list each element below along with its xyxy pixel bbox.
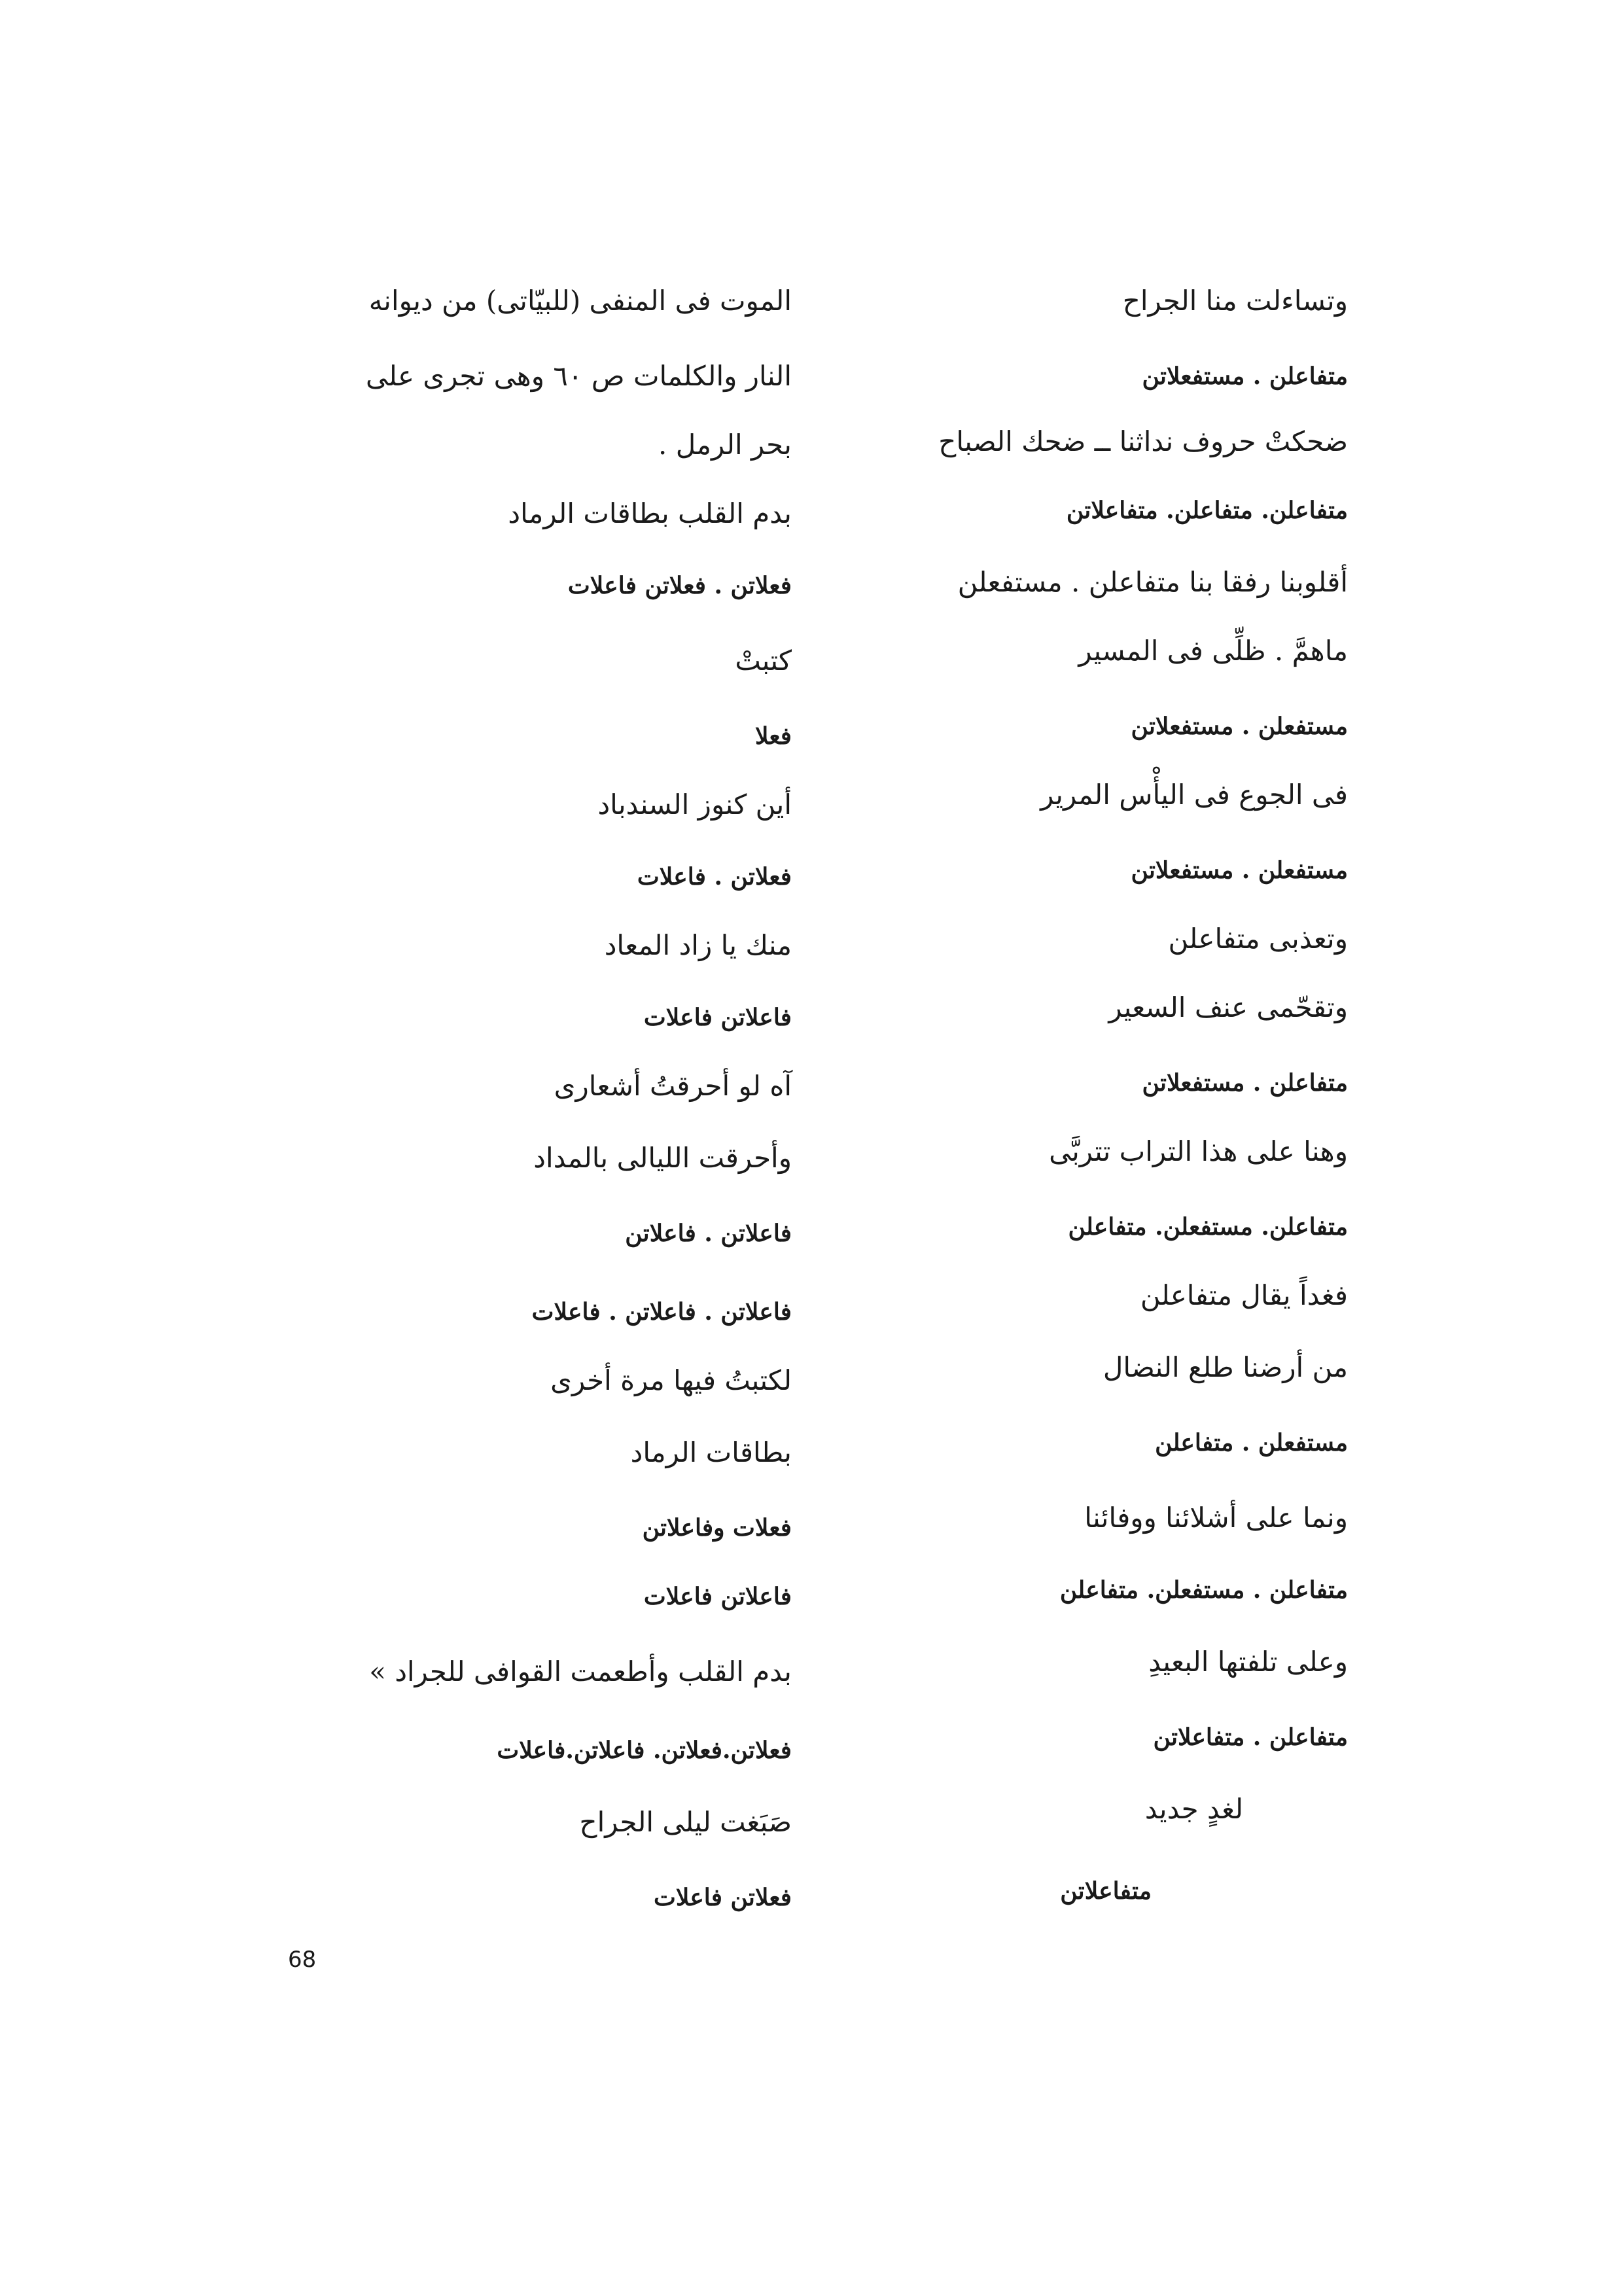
- meter-line: فاعلاتن . فاعلاتن . فاعلات: [531, 1298, 792, 1326]
- meter-line: متفاعلن . مستفعلن. متفاعلن: [1059, 1576, 1348, 1604]
- heading-line: بحر الرمل .: [658, 429, 792, 461]
- verse-line: وعلى تلفتها البعيدِ: [1148, 1646, 1348, 1678]
- verse-line: وتقحّمى عنف السعير: [1108, 991, 1348, 1023]
- verse-line: منك يا زاد المعاد: [604, 929, 792, 961]
- meter-line: فعلاتن . فاعلات: [637, 863, 792, 891]
- verse-line: ضحكتْ حروف نداثنا ــ ضحك الصباح: [938, 425, 1348, 457]
- verse-line: ونما على أشلائنا ووفائنا: [1084, 1502, 1348, 1534]
- meter-line: متفاعلن . مستفعلاتن: [1142, 362, 1348, 390]
- meter-line: فعلا: [754, 722, 792, 750]
- verse-line: كتبتْ: [735, 645, 792, 677]
- meter-line: فعلاتن.فعلاتن. فاعلاتن.فاعلات: [497, 1737, 792, 1764]
- page-number: 68: [288, 1947, 317, 1973]
- meter-line: فعلاتن . فعلاتن فاعلات: [567, 572, 792, 599]
- verse-line: فى الجوع فى اليأْس المرير: [1040, 779, 1348, 811]
- meter-line: مستفعلن . مستفعلاتن: [1131, 713, 1348, 740]
- verse-line: وأحرقت الليالى بالمداد: [533, 1142, 792, 1174]
- verse-line: لغدٍ جديد: [1144, 1793, 1243, 1825]
- meter-line: متفاعلن . مستفعلاتن: [1142, 1069, 1348, 1097]
- meter-line: مستفعلن . متفاعلن: [1155, 1429, 1348, 1457]
- meter-line: فاعلاتن فاعلات: [643, 1004, 792, 1031]
- verse-line: بطاقات الرماد: [630, 1436, 792, 1468]
- verse-line: وتعذبى متفاعلن: [1168, 923, 1348, 955]
- meter-line: متفاعلن . متفاعلاتن: [1153, 1723, 1348, 1751]
- verse-line: آه لو أحرقتُ أشعارى: [554, 1070, 792, 1102]
- verse-line: لكتبتُ فيها مرة أخرى: [550, 1364, 792, 1396]
- verse-line: وهنا على هذا التراب تتربَّى: [1049, 1135, 1348, 1167]
- verse-line: وتساءلت منا الجراح: [1122, 285, 1348, 317]
- verse-line: ماهمَّ . ظلِّى فى المسير: [1078, 635, 1348, 667]
- meter-line: فعلاتن فاعلات: [653, 1884, 792, 1911]
- meter-line: متفاعلاتن: [1060, 1877, 1152, 1905]
- verse-line: أقلوبنا رفقا بنا متفاعلن . مستفعلن: [957, 566, 1348, 598]
- verse-line: بدم القلب بطاقات الرماد: [508, 497, 792, 529]
- verse-line: فغداً يقال متفاعلن: [1140, 1279, 1348, 1311]
- meter-line: فاعلاتن . فاعلاتن: [625, 1220, 792, 1247]
- heading-line: النار والكلمات ص ٦٠ وهى تجرى على: [366, 360, 792, 392]
- meter-line: متفاعلن. متفاعلن. متفاعلاتن: [1066, 497, 1348, 524]
- meter-line: فاعلاتن فاعلات: [643, 1583, 792, 1610]
- verse-line: صَبَغت ليلى الجراح: [579, 1806, 792, 1838]
- meter-line: فعلات وفاعلاتن: [642, 1514, 792, 1542]
- heading-line: الموت فى المنفى (للبيّاتى) من ديوانه: [368, 285, 792, 317]
- meter-line: متفاعلن. مستفعلن. متفاعلن: [1068, 1213, 1348, 1241]
- verse-line: من أرضنا طلع النضال: [1103, 1351, 1348, 1383]
- verse-line: أين كنوز السندباد: [597, 788, 792, 821]
- verse-line: بدم القلب وأطعمت القوافى للجراد »: [369, 1655, 792, 1687]
- meter-line: مستفعلن . مستفعلاتن: [1131, 857, 1348, 884]
